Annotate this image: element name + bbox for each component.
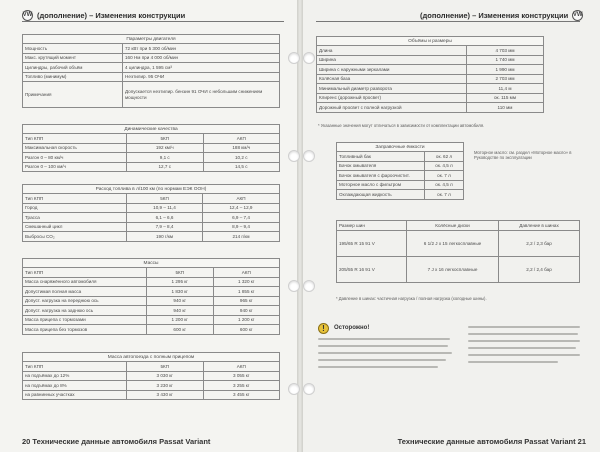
table-header-row: Тип КПП 5КП АКП	[23, 268, 280, 278]
binder-hole	[303, 280, 315, 292]
table-row: Длина 4 703 мм	[317, 46, 544, 56]
table-row: Колёсная база 2 703 мм	[317, 74, 544, 84]
table-row: Моторное масло с фильтром ок. 4,5 л	[337, 180, 464, 190]
warning-icon: !	[318, 323, 329, 334]
table-caption: Массы	[23, 259, 280, 268]
table-row: Топливный бак ок. 62 л	[337, 152, 464, 162]
table-row: Мощность 72 кВт при 5 300 об/мин	[23, 44, 280, 54]
tires-table	[336, 220, 580, 283]
dimensions-table	[316, 36, 544, 113]
header-rule	[316, 21, 580, 22]
table-caption: Заправочные ёмкости	[337, 143, 464, 152]
table-row: Ширина с наружными зеркалами 1 990 мм	[317, 65, 544, 75]
table-row: Город 10,9 – 11,4 12,4 – 12,9	[23, 203, 280, 213]
table-caption: Объёмы и размеры	[317, 37, 544, 46]
left-page-header	[22, 8, 185, 22]
right-page-footer: Технические данные автомобиля Passat Variant 21	[397, 437, 586, 446]
tires-footnote: * Давление в шинах: частичная нагрузка / полная нагрузка (холодные шины).	[336, 296, 487, 301]
weights-table	[22, 258, 280, 335]
dimensions-footnote: * Указанные значения могут отличаться в зависимости от комплектации автомобиля.	[318, 123, 485, 128]
binder-hole	[303, 150, 315, 162]
capacities-table	[336, 142, 464, 200]
binder-hole	[288, 383, 300, 395]
table-row: Трасса 6,1 – 6,6 6,9 – 7,4	[23, 213, 280, 223]
binder-hole	[288, 280, 300, 292]
table-row: Бачок омывателя ок. 4,5 л	[337, 161, 464, 171]
table-row: Примечания Допускается неэтилир. бензин 91 ОЧИ с небольшим снижением мощности	[23, 82, 280, 108]
fuel-consumption-table	[22, 184, 280, 242]
table-caption: Параметры двигателя	[23, 35, 280, 44]
road-train-table	[22, 352, 280, 400]
table-row: Ширина 1 740 мм	[317, 55, 544, 65]
table-row: Разгон 0 – 100 км/ч 12,7 с 14,5 с	[23, 162, 280, 172]
table-row: на подъёмах до 12% 3 030 кг 3 055 кг	[23, 371, 280, 381]
table-row: 195/65 R 15 91 V 6 1/2 J x 15 легкосплавные 2,2 / 2,3 бар	[337, 230, 580, 256]
table-row: на равнинных участках 3 430 кг 3 455 кг	[23, 390, 280, 400]
left-header-title: (дополнение) – Изменения конструкции	[37, 10, 186, 20]
table-row: Цилиндры, рабочий объём 4 цилиндра, 1 595 см³	[23, 63, 280, 73]
table-row: Дорожный просвет с полной нагрузкой 110 мм	[317, 103, 544, 113]
table-row: Макс. крутящий момент 160 Нм при 4 000 об/мин	[23, 53, 280, 63]
table-caption: Расход топлива в л/100 км (по нормам ЕЭК ООН)	[23, 185, 280, 194]
warning-title: Осторожно!	[334, 325, 370, 331]
binder-hole	[288, 52, 300, 64]
vw-logo-icon: VW	[572, 10, 583, 21]
table-header-row: Тип КПП 5КП АКП	[23, 194, 280, 204]
table-caption: Динамические качества	[23, 125, 280, 134]
header-rule	[22, 21, 284, 22]
table-row: Топливо (минимум) Неэтилир. 95 ОЧИ	[23, 72, 280, 82]
binder-hole	[288, 150, 300, 162]
table-row: Допустимая полная масса 1 830 кг 1 855 кг	[23, 287, 280, 297]
table-row: Минимальный диаметр разворота 11,4 м	[317, 84, 544, 94]
binder-hole	[303, 383, 315, 395]
right-page-header	[420, 8, 583, 22]
table-row: Масса снаряжённого автомобиля 1 295 кг 1 320 кг	[23, 277, 280, 287]
dynamics-table	[22, 124, 280, 172]
table-row: Выбросы CO₂ 190 г/км 214 г/км	[23, 232, 280, 242]
table-row: Допуст. нагрузка на заднюю ось 940 кг 940 кг	[23, 306, 280, 316]
table-row: Максимальная скорость 192 км/ч 188 км/ч	[23, 143, 280, 153]
table-row: Масса прицепа без тормозов 600 кг 600 кг	[23, 325, 280, 335]
binder-hole	[303, 52, 315, 64]
table-row: на подъёмах до 8% 3 230 кг 3 255 кг	[23, 381, 280, 391]
table-row: Клиренс (дорожный просвет) ок. 115 мм	[317, 93, 544, 103]
table-header-row: Тип КПП 5КП АКП	[23, 362, 280, 372]
engine-table	[22, 34, 280, 108]
table-header-row: Размер шин Колёсные диски Давление в шинах	[337, 221, 580, 231]
left-page-footer: 20 Технические данные автомобиля Passat Variant	[22, 437, 211, 446]
table-row: Бачок омывателя с фароочистит. ок. 7 л	[337, 171, 464, 181]
vw-logo-icon: VW	[22, 10, 33, 21]
table-row: Разгон 0 – 80 км/ч 9,1 с 10,2 с	[23, 153, 280, 163]
table-row: Смешанный цикл 7,9 – 8,4 8,9 – 9,4	[23, 222, 280, 232]
right-header-title: (дополнение) – Изменения конструкции	[420, 10, 569, 20]
table-row: Охлаждающая жидкость ок. 7 л	[337, 190, 464, 200]
table-row: 205/55 R 16 91 V 7 J x 16 легкосплавные 2,2 / 2,4 бар	[337, 256, 580, 282]
table-row: Масса прицепа с тормозами 1 200 кг 1 200 кг	[23, 315, 280, 325]
table-caption: Масса автопоезда с полным прицепом	[23, 353, 280, 362]
table-row: Допуст. нагрузка на переднюю ось 940 кг 965 кг	[23, 296, 280, 306]
capacities-side-note: Моторное масло: см. раздел «Моторное масло» в Руководстве по эксплуатации	[474, 150, 572, 160]
table-header-row: Тип КПП 5КП АКП	[23, 134, 280, 144]
